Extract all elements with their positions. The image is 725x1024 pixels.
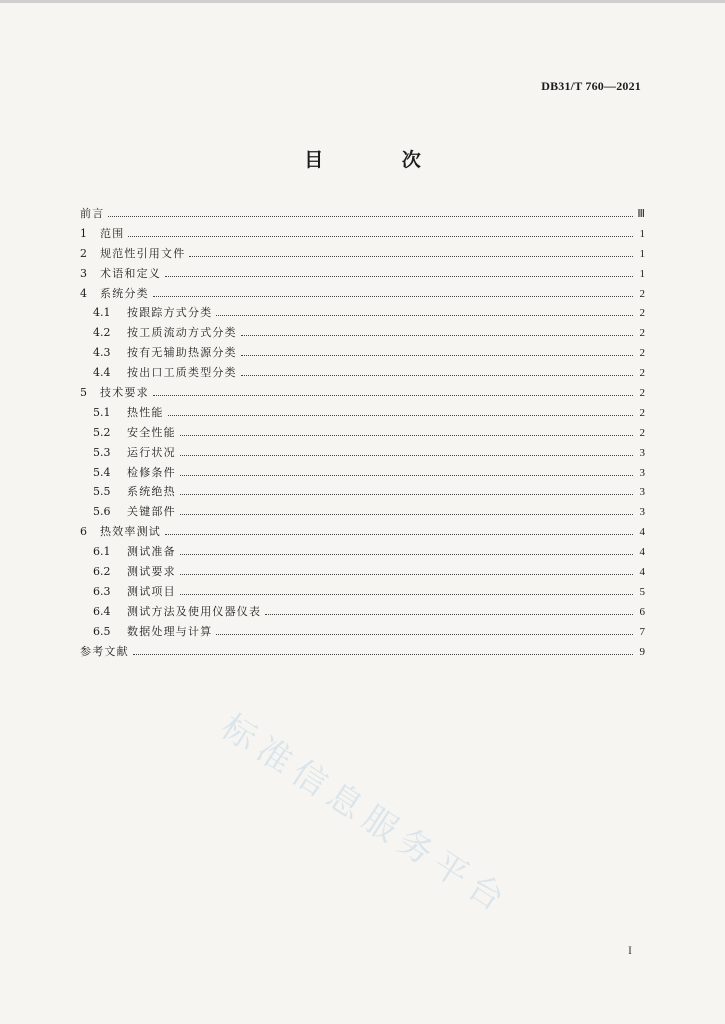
toc-leader-dots (241, 347, 633, 356)
toc-entry-label: 系统分类 (100, 286, 149, 300)
toc-entry-label: 运行状况 (127, 445, 176, 459)
toc-entry-page: 1 (639, 227, 645, 240)
toc-entry-label: 检修条件 (127, 465, 176, 479)
toc-entry-label: 数据处理与计算 (127, 624, 213, 638)
toc-entry-label: 关键部件 (127, 505, 176, 519)
toc-entry-page: 5 (639, 585, 645, 598)
toc-entry[interactable] (80, 583, 645, 603)
toc-entry-number: 4.1 (93, 306, 111, 320)
toc-entry-page: 3 (639, 466, 645, 479)
toc-leader-dots (180, 486, 633, 495)
toc-entry-number: 5.4 (93, 465, 111, 479)
toc-entry-label: 安全性能 (127, 425, 176, 439)
toc-leader-dots (189, 248, 633, 257)
toc-leader-dots (180, 427, 633, 436)
scan-edge (0, 0, 725, 3)
toc-entry[interactable] (80, 245, 645, 265)
toc-entry[interactable] (80, 643, 645, 663)
toc-entry[interactable] (80, 523, 645, 543)
toc-entry-number: 6.4 (93, 604, 111, 618)
toc-entry-number: 4.4 (93, 366, 111, 380)
toc-entry-label: 参考文献 (80, 644, 129, 658)
toc-leader-dots (165, 526, 633, 535)
toc-entry[interactable] (80, 205, 645, 225)
toc-entry-label: 热性能 (127, 405, 164, 419)
toc-entry-page: 2 (639, 387, 645, 400)
toc-entry-page: 4 (639, 526, 645, 539)
toc-entry-label: 测试项目 (127, 584, 176, 598)
toc-leader-dots (128, 228, 633, 237)
toc-entry[interactable] (80, 324, 645, 344)
toc-leader-dots (108, 208, 633, 217)
toc-leader-dots (180, 566, 633, 575)
toc-entry[interactable] (80, 464, 645, 484)
toc-entry-number: 2 (80, 246, 87, 260)
toc-entry-label: 前言 (80, 207, 105, 220)
toc-leader-dots (168, 407, 633, 416)
toc-leader-dots (216, 307, 633, 316)
toc-entry-number: 6.1 (93, 545, 111, 559)
toc-entry-number: 6.5 (93, 624, 111, 638)
toc-entry-label: 规范性引用文件 (100, 246, 186, 260)
toc-entry-page: 3 (639, 486, 645, 499)
toc-entry[interactable] (80, 285, 645, 305)
toc-leader-dots (165, 268, 633, 277)
toc-entry-number: 6.3 (93, 584, 111, 598)
toc-entry[interactable] (80, 404, 645, 424)
toc-entry[interactable] (80, 304, 645, 324)
toc-leader-dots (153, 387, 633, 396)
toc-leader-dots (180, 467, 633, 476)
document-code: DB31/T 760—2021 (541, 79, 641, 93)
toc-entry[interactable] (80, 344, 645, 364)
toc-entry-page: 3 (639, 446, 645, 459)
toc-entry[interactable] (80, 364, 645, 384)
toc-entry[interactable] (80, 384, 645, 404)
toc-entry-label: 技术要求 (100, 386, 149, 400)
toc-leader-dots (216, 626, 633, 635)
toc-entry-number: 6.2 (93, 565, 111, 579)
toc-entry-label: 范围 (100, 226, 125, 240)
toc-entry-number: 5.2 (93, 425, 111, 439)
toc-leader-dots (241, 327, 633, 336)
toc-entry-label: 按工质流动方式分类 (127, 326, 237, 340)
toc-entry-page: 2 (639, 347, 645, 360)
toc-entry-label: 测试准备 (127, 545, 176, 559)
toc-entry-number: 1 (80, 226, 87, 240)
toc-entry-label: 按跟踪方式分类 (127, 306, 213, 320)
toc-entry-number: 4 (80, 286, 87, 300)
toc-leader-dots (265, 606, 633, 615)
toc-entry-page: Ⅲ (637, 208, 645, 220)
page-number: I (628, 943, 632, 957)
toc-entry-label: 测试方法及使用仪器仪表 (127, 604, 262, 618)
toc-entry[interactable] (80, 623, 645, 643)
toc-entry-number: 5.3 (93, 445, 111, 459)
table-of-contents (80, 205, 645, 662)
toc-entry-page: 1 (639, 267, 645, 280)
toc-leader-dots (180, 586, 633, 595)
toc-entry-number: 5.1 (93, 405, 111, 419)
toc-entry-number: 6 (80, 525, 87, 539)
toc-entry-number: 5.5 (93, 485, 111, 499)
toc-entry-page: 2 (639, 406, 645, 419)
toc-leader-dots (180, 447, 633, 456)
toc-leader-dots (133, 646, 633, 655)
toc-entry-page: 7 (639, 625, 645, 638)
toc-entry-label: 术语和定义 (100, 266, 161, 280)
watermark: 标准信息服务平台 (213, 706, 518, 924)
toc-leader-dots (180, 546, 633, 555)
toc-entry[interactable] (80, 444, 645, 464)
toc-entry-page: 4 (639, 546, 645, 559)
toc-entry-number: 5.6 (93, 505, 111, 519)
toc-entry-label: 按有无辅助热源分类 (127, 346, 237, 360)
toc-entry[interactable] (80, 503, 645, 523)
toc-entry[interactable] (80, 563, 645, 583)
toc-entry[interactable] (80, 424, 645, 444)
page-title: 目 次 (304, 149, 457, 171)
toc-entry[interactable] (80, 483, 645, 503)
toc-entry-page: 2 (639, 307, 645, 320)
toc-leader-dots (180, 506, 633, 515)
toc-entry-number: 3 (80, 266, 87, 280)
toc-entry-number: 4.3 (93, 346, 111, 360)
toc-entry[interactable] (80, 225, 645, 245)
toc-leader-dots (153, 288, 633, 297)
toc-entry[interactable] (80, 543, 645, 563)
toc-entry-page: 6 (639, 605, 645, 618)
toc-entry-label: 热效率测试 (100, 525, 161, 539)
toc-entry-page: 4 (639, 566, 645, 579)
toc-entry[interactable] (80, 265, 645, 285)
toc-entry-number: 5 (80, 386, 87, 400)
toc-entry-number: 4.2 (93, 326, 111, 340)
toc-entry-label: 系统绝热 (127, 485, 176, 499)
toc-entry-page: 2 (639, 426, 645, 439)
toc-entry-label: 按出口工质类型分类 (127, 366, 237, 380)
toc-entry-label: 测试要求 (127, 565, 176, 579)
toc-entry[interactable] (80, 603, 645, 623)
toc-entry-page: 3 (639, 506, 645, 519)
toc-entry-page: 1 (639, 247, 645, 260)
toc-entry-page: 2 (639, 287, 645, 300)
toc-entry-page: 2 (639, 367, 645, 380)
toc-entry-page: 2 (639, 327, 645, 340)
toc-leader-dots (241, 367, 633, 376)
toc-entry-page: 9 (639, 645, 645, 658)
